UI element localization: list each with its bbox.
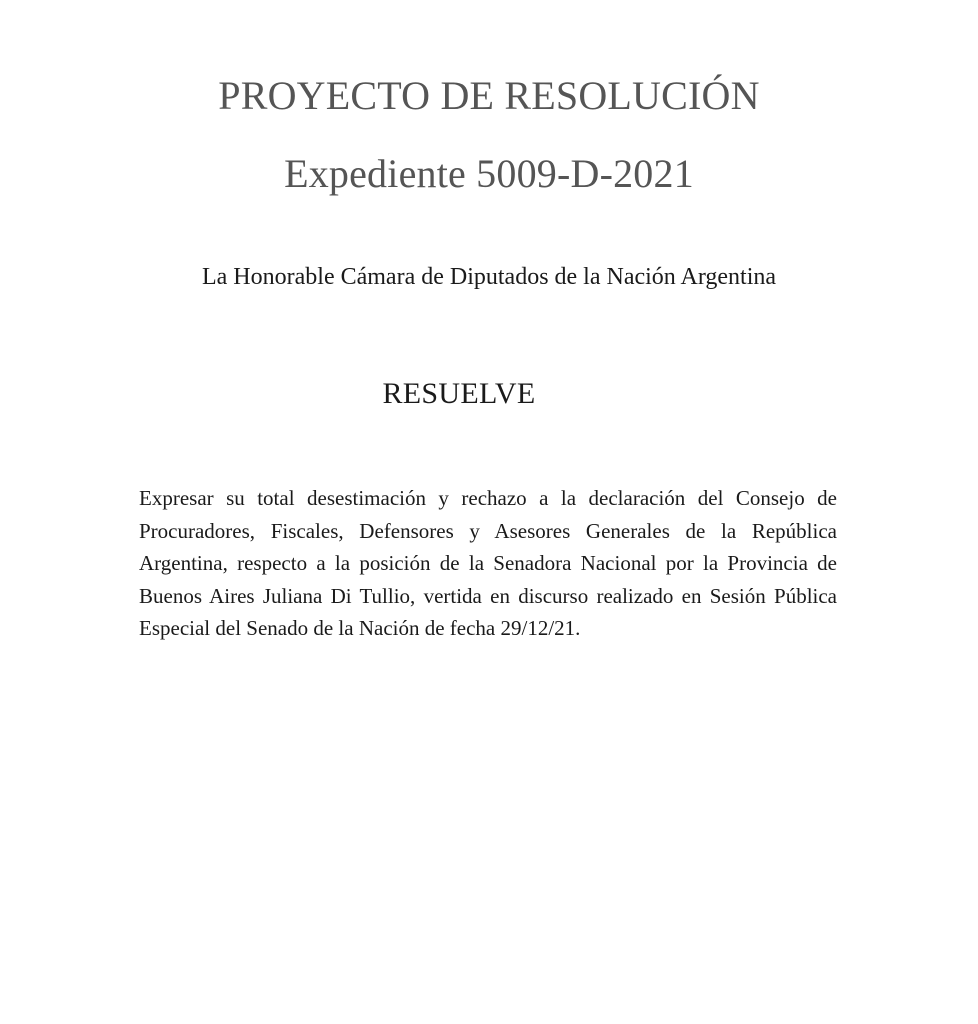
document-title: PROYECTO DE RESOLUCIÓN <box>218 73 760 118</box>
resolve-heading: RESUELVE <box>382 377 536 410</box>
chamber-name: La Honorable Cámara de Diputados de la Nación Argentina <box>201 264 777 290</box>
resolution-body: Expresar su total desestimación y rechazo a la declaración del Consejo de Procuradores, Fiscales, Defensores y Asesores Generales de la República Argentina, respecto a la posición de la Senadora Nacional por la Provincia de Buenos Aires Juliana Di Tullio, vertida en discurso realizado en Sesión Pública Especial del Senado de la Nación de fecha 29/12/21. <box>139 486 837 640</box>
expediente-number: Expediente 5009-D-2021 <box>284 151 694 196</box>
